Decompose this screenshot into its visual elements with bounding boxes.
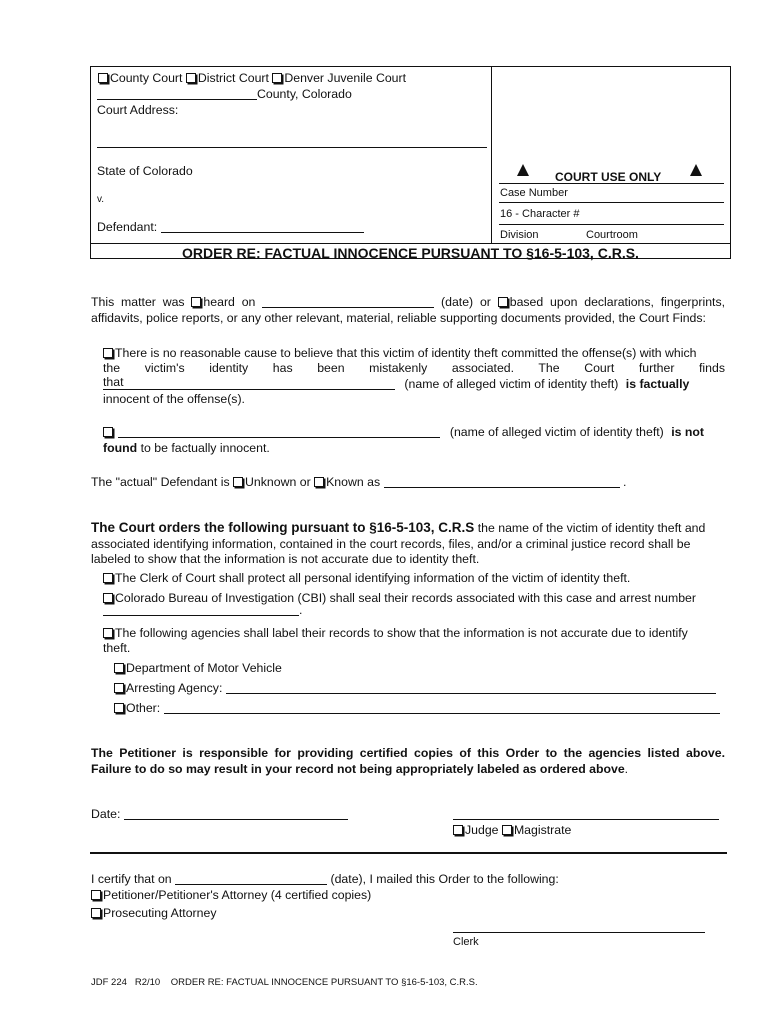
clerk-order-row xyxy=(103,571,630,585)
actual-defendant-row xyxy=(91,475,626,489)
prosecuting-row xyxy=(91,906,216,920)
victim-name-field-1[interactable] xyxy=(103,377,395,390)
petitioner-copy-label: Petitioner/Petitioner's Attorney (4 certified copies) xyxy=(103,888,372,902)
state-label: State of Colorado xyxy=(97,164,193,178)
known-as-field[interactable] xyxy=(384,475,620,488)
finding1-text-1: There is no reasonable cause to believe that this victim of identity theft committed the offense(s) with which xyxy=(115,346,697,360)
other-row xyxy=(114,701,726,715)
agencies-order-label: The following agencies shall label their records to show that the information is not accurate due to identify xyxy=(115,626,688,640)
known-checkbox[interactable] xyxy=(314,477,324,487)
magistrate-checkbox[interactable] xyxy=(502,825,512,835)
finding1-line-2: the victim's identity has been mistakenly associated. The Court further finds that xyxy=(103,361,725,389)
petitioner-notice-line-2: Failure to do so may result in your record not being appropriately labeled as ordered above. xyxy=(91,762,629,776)
orders-line-3: labeled to show that the information is not accurate due to identity theft. xyxy=(91,552,480,566)
court-address-label: Court Address: xyxy=(97,103,179,117)
judge-label: Judge xyxy=(465,823,499,837)
actual-defendant-label: The "actual" Defendant is xyxy=(91,475,230,489)
courtroom-label: Courtroom xyxy=(586,229,638,241)
petitioner-notice-text: Failure to do so may result in your record not being appropriately labeled as ordered above xyxy=(91,762,625,776)
case-number-rule xyxy=(499,202,724,203)
unknown-checkbox[interactable] xyxy=(233,477,243,487)
caption-divider xyxy=(491,66,492,244)
clerk-label: Clerk xyxy=(453,936,479,948)
county-court-label: County Court xyxy=(110,71,183,85)
arrest-number-field[interactable] xyxy=(103,603,299,616)
agencies-order-row xyxy=(103,626,725,640)
document-title: ORDER RE: FACTUAL INNOCENCE PURSUANT TO §16-5-103, C.R.S. xyxy=(182,245,639,261)
court-use-only: COURT USE ONLY xyxy=(555,170,662,184)
unknown-label: Unknown or xyxy=(245,475,311,489)
footer xyxy=(91,977,478,988)
certify-rest: (date), I mailed this Order to the following: xyxy=(330,872,559,886)
up-arrow-right-icon xyxy=(690,164,702,179)
orders-heading: The Court orders the following pursuant to §16-5-103, C.R.S xyxy=(91,520,475,535)
heard-on-label: heard on xyxy=(203,295,256,309)
defendant-row xyxy=(97,220,364,234)
case-number-label: Case Number xyxy=(500,187,568,199)
petitioner-notice-line-1: The Petitioner is responsible for providing certified copies of this Order to the agencies listed above. xyxy=(91,746,725,760)
character-label: 16 - Character # xyxy=(500,208,580,220)
denver-juvenile-label: Denver Juvenile Court xyxy=(284,71,407,85)
dmv-label: Department of Motor Vehicle xyxy=(126,661,282,675)
footer-form-number: JDF 224 xyxy=(91,977,127,988)
victim-name-label-2: (name of alleged victim of identity theft) xyxy=(449,425,664,439)
judge-signature-line[interactable] xyxy=(453,819,719,820)
arresting-agency-row xyxy=(114,681,726,695)
heard-date-field[interactable] xyxy=(262,295,434,308)
matter-line-2: affidavits, police reports, or any other relevant, material, reliable supporting documents provided, the Court Finds: xyxy=(91,311,706,325)
division-label: Division xyxy=(500,229,539,241)
finding2-line-1 xyxy=(103,425,725,439)
matter-line-1 xyxy=(91,295,725,309)
finding1-line-1 xyxy=(103,346,725,360)
arresting-agency-field[interactable] xyxy=(226,681,716,694)
heard-on-checkbox[interactable] xyxy=(191,297,201,307)
title-separator xyxy=(90,243,731,244)
certify-row xyxy=(91,872,559,886)
defendant-label: Defendant: xyxy=(97,220,158,234)
date-label: Date: xyxy=(91,807,121,821)
magistrate-label: Magistrate xyxy=(513,823,572,837)
date-or-label: (date) or xyxy=(441,295,491,309)
character-rule xyxy=(499,224,724,225)
county-colorado-label: County, Colorado xyxy=(257,87,352,101)
certificate-separator xyxy=(90,852,727,854)
court-use-rule xyxy=(499,183,724,184)
prosecuting-label: Prosecuting Attorney xyxy=(103,906,217,920)
period: . xyxy=(622,475,627,489)
other-label: Other: xyxy=(126,701,161,715)
cbi-order-checkbox[interactable] xyxy=(103,593,113,603)
county-name-field[interactable] xyxy=(97,87,257,100)
judge-magistrate-row xyxy=(453,823,571,837)
based-upon-label: based upon declarations, fingerprints, xyxy=(509,295,726,309)
clerk-order-checkbox[interactable] xyxy=(103,573,113,583)
up-arrow-left-icon xyxy=(517,164,529,179)
other-field[interactable] xyxy=(164,701,720,714)
petitioner-copy-row xyxy=(91,888,371,902)
no-cause-checkbox[interactable] xyxy=(103,348,113,358)
other-checkbox[interactable] xyxy=(114,703,124,713)
arrest-number-row: . xyxy=(103,603,302,617)
arresting-agency-checkbox[interactable] xyxy=(114,683,124,693)
is-not-label: is not xyxy=(671,425,704,439)
versus-label: v. xyxy=(97,194,105,205)
not-found-checkbox[interactable] xyxy=(103,427,113,437)
footer-revision: R2/10 xyxy=(134,977,161,988)
orders-line-2: associated identifying information, contained in the court records, files, and/or a criminal justice record shall be xyxy=(91,537,691,551)
agencies-order-checkbox[interactable] xyxy=(103,628,113,638)
finding1-line-3 xyxy=(103,377,725,391)
victim-name-label-1: (name of alleged victim of identity theft) xyxy=(404,377,619,391)
petitioner-copy-checkbox[interactable] xyxy=(91,890,101,900)
dmv-checkbox[interactable] xyxy=(114,663,124,673)
arresting-agency-label: Arresting Agency: xyxy=(126,681,223,695)
dmv-row xyxy=(114,661,282,675)
known-label: Known as xyxy=(326,475,381,489)
is-factually-label: is factually xyxy=(625,377,690,391)
county-court-checkbox[interactable] xyxy=(98,73,108,83)
mailing-date-field[interactable] xyxy=(175,872,327,885)
district-court-checkbox[interactable] xyxy=(186,73,196,83)
victim-name-field-2[interactable] xyxy=(118,425,440,438)
county-row xyxy=(97,87,352,101)
order-date-field[interactable] xyxy=(124,807,348,820)
denver-juvenile-checkbox[interactable] xyxy=(272,73,282,83)
found-label: found xyxy=(103,441,138,455)
cbi-order-label: Colorado Bureau of Investigation (CBI) shall seal their records associated with this case and arrest number xyxy=(115,591,696,605)
prosecuting-checkbox[interactable] xyxy=(91,908,101,918)
clerk-order-label: The Clerk of Court shall protect all personal identifying information of the victim of identity theft. xyxy=(115,571,631,585)
based-upon-checkbox[interactable] xyxy=(498,297,508,307)
agencies-order-line-2: theft. xyxy=(103,641,131,655)
certify-prefix: I certify that on xyxy=(91,872,172,886)
court-address-field[interactable] xyxy=(97,147,487,148)
footer-title: ORDER RE: FACTUAL INNOCENCE PURSUANT TO §16-5-103, C.R.S. xyxy=(170,977,478,988)
clerk-signature-line[interactable] xyxy=(453,932,705,933)
judge-checkbox[interactable] xyxy=(453,825,463,835)
finding1-line-4: innocent of the offense(s). xyxy=(103,392,245,406)
court-type-row xyxy=(98,71,406,85)
finding2-line-2 xyxy=(103,441,270,455)
defendant-field[interactable] xyxy=(161,220,364,233)
orders-heading-rest: the name of the victim of identity theft and xyxy=(477,521,706,535)
date-row xyxy=(91,807,348,821)
orders-heading-line xyxy=(91,520,725,535)
matter-prefix: This matter was xyxy=(91,295,185,309)
district-court-label: District Court xyxy=(197,71,269,85)
factually-innocent-label: to be factually innocent. xyxy=(140,441,270,455)
